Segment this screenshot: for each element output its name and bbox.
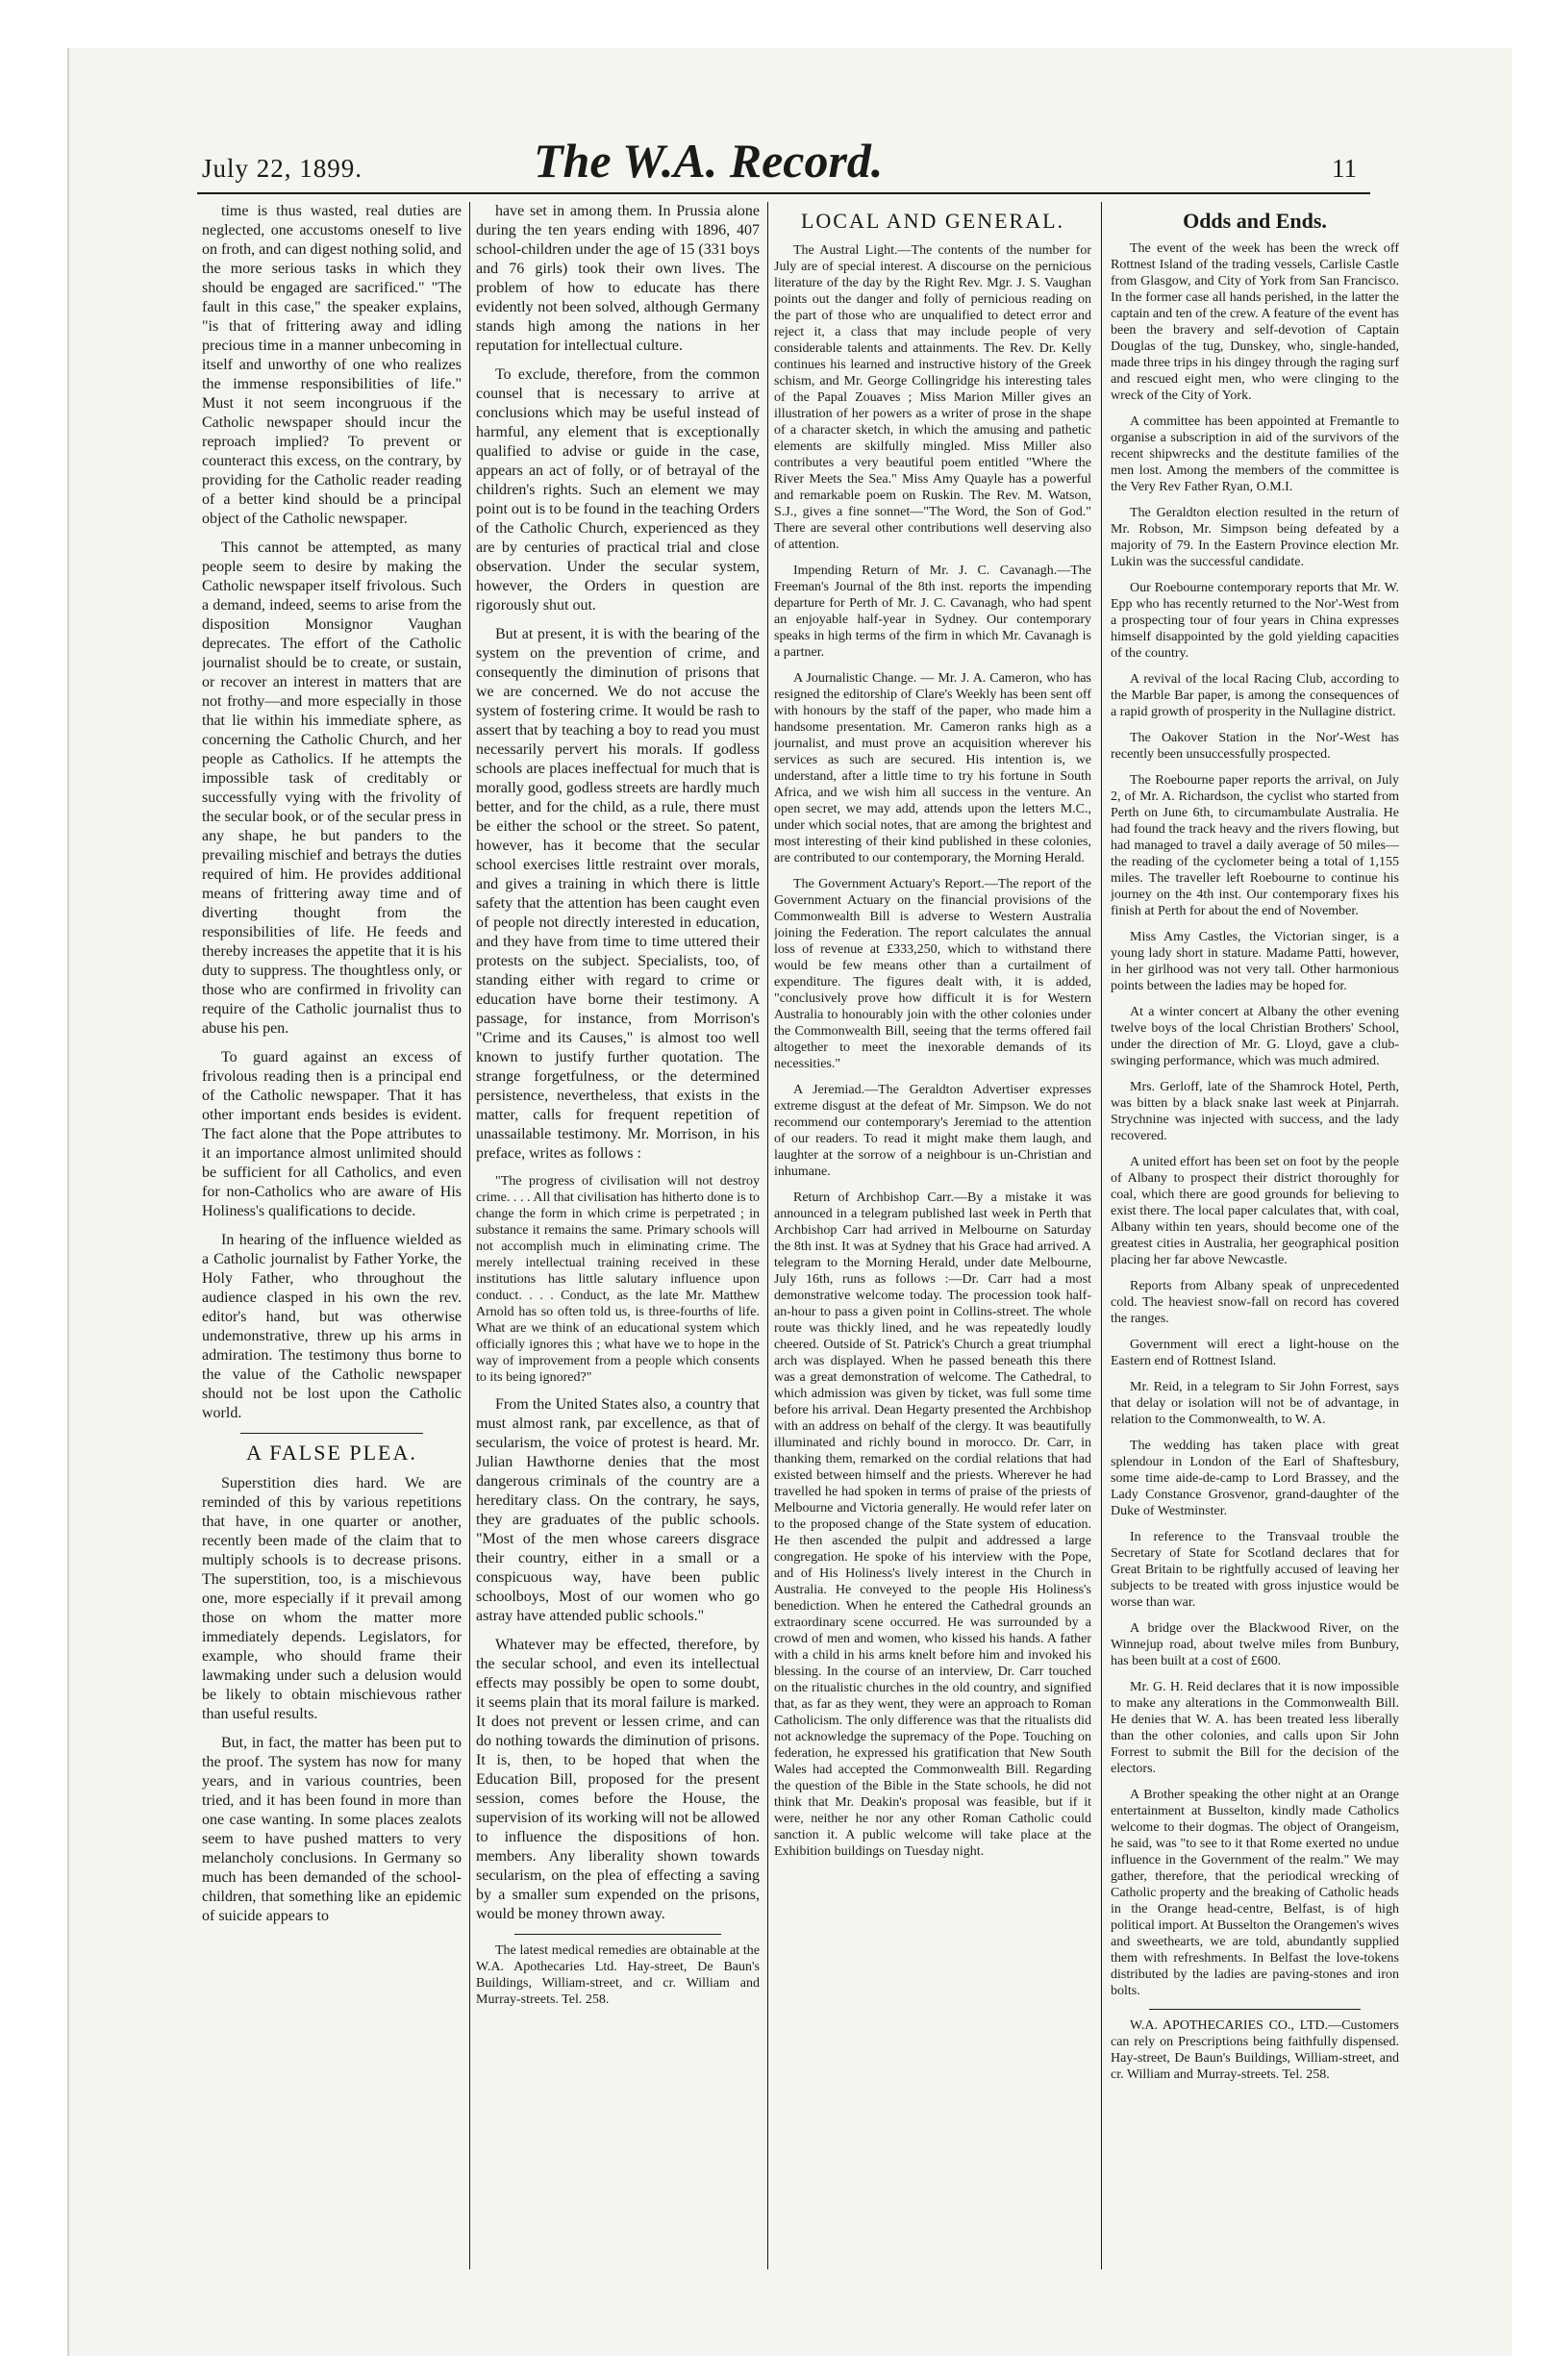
- news-item: The Government Actuary's Report.—The report of the Government Actuary on the financial provisions of the Commonwealth Bill is adverse to Western Australia joining the Federation. The report calculates the annual loss of revenue at £333,250, which to withstand there would be few means other than a curtailment of expenditure. The figures dealt with, it is added, "conclusively prove how difficult it is for Western Australia to honourably join with the other colonies under the Commonwealth Bill, seeing that the terms offered fail altogether to meet the inexorable demands of its necessities.": [774, 877, 1091, 1071]
- news-item: Our Roebourne contemporary reports that Mr. W. Epp who has recently returned to the Nor'-West from a prospecting tour of four years in China expresses himself disappointed by the gold yielding capacities of the country.: [1111, 581, 1399, 661]
- article-paragraph: have set in among them. In Prussia alone during the ten years ending with 1896, 407 school-children under the age of 15 (331 boys and 76 girls) took their own lives. The problem of how to educate has there evidently not been solved, although Germany stands high among the nations in her reputation for intellectual culture.: [476, 203, 760, 354]
- news-item: At a winter concert at Albany the other evening twelve boys of the local Christian Brothers' School, under the direction of Mr. G. Lloyd, gave a club-swinging performance, which was much admired.: [1111, 1005, 1399, 1068]
- news-item: The Geraldton election resulted in the return of Mr. Robson, Mr. Simpson being defeated by a majority of 79. In the Eastern Province election Mr. Lukin was the successful candidate.: [1111, 506, 1399, 569]
- column-divider: [1101, 202, 1102, 2269]
- article-paragraph: In hearing of the influence wielded as a Catholic journalist by Father Yorke, the Holy Father, who throughout the audience clasped in his own the rev. editor's hand, but was otherwise undemonstrative, threw up his arms in admiration. The testimony thus borne to the value of the Catholic newspaper should not be lost upon the Catholic world.: [202, 1232, 462, 1421]
- news-item: The event of the week has been the wreck off Rottnest Island of the trading vessels, Carlisle Castle from Glasgow, and City of York from San Francisco. In the former case all hands perished, in the latter the captain and ten of the crew. A feature of the event has been the bravery and self-devotion of Captain Douglas of the tug, Dunskey, who, single-handed, made three trips in his dingey through the raging surf and rescued eight men, who were clinging to the wreck of the City of York.: [1111, 241, 1399, 403]
- news-item: A Brother speaking the other night at an Orange entertainment at Busselton, kindly made Catholics welcome to their dogmas. The object of Orangeism, he said, was "to see to it that Rome exerted no undue influence in the Government of the realm." We may gather, therefore, that the periodical wrecking of Catholic property and the breaking of Catholic heads in the Orange head-centre, Belfast, is of high political import. At Busselton the Orangemen's wives and sweethearts, we are told, abundantly supplied them with refreshments. In Belfast the love-tokens distributed by the ladies are paving-stones and iron bolts.: [1111, 1788, 1399, 1998]
- news-item: Reports from Albany speak of unprecedented cold. The heaviest snow-fall on record has covered the ranges.: [1111, 1279, 1399, 1326]
- news-item: Mr. G. H. Reid declares that it is now impossible to make any alterations in the Commonwealth Bill. He denies that W. A. has been treated less liberally than the other colonies, and calls upon Sir John Forrest to submit the Bill for the decision of the electors.: [1111, 1680, 1399, 1776]
- advertisement-notice: The latest medical remedies are obtainable at the W.A. Apothecaries Ltd. Hay-street, De Baun's Buildings, William-street, and cr. William and Murray-streets. Tel. 258.: [476, 1943, 760, 2007]
- news-item: The Austral Light.—The contents of the number for July are of special interest. A discourse on the pernicious literature of the day by the Right Rev. Mgr. J. S. Vaughan points out the danger and folly of pernicious reading on the part of those who are unqualified to detect error and reject it, a class that may include people of very considerable talents and attainments. The Rev. Dr. Kelly continues his learned and instructive history of the Greek schism, and Mr. George Collingridge his interesting tales of the Papal Zouaves ; Miss Marion Miller gives an illustration of her powers as a writer of prose in the shape of a character sketch, in which the amusing and pathetic elements are skilfully mingled. Miss Miller also contributes a very beautiful poem entitled "Where the River Meets the Sea." Miss Amy Quayle has a powerful and remarkable poem on Ruskin. The Rev. M. Watson, S.J., gives a fine sonnet—"The Word, the Son of God." There are several other contributions well deserving also of attention.: [774, 243, 1091, 552]
- block-quote: "The progress of civilisation will not destroy crime. . . . All that civilisation has hitherto done is to change the form in which crime is perpetrated ; in substance it remains the same. Primary schools will not accomplish much in eliminating crime. The merely intellectual training received in these institutions has little salutary influence upon conduct. . . . Conduct, as the late Mr. Matthew Arnold has so often told us, is three-fourths of life. What are we think of an educational system which officially ignores this ; what have we to hope in the way of improvement from a people which consents to its being ignored?": [476, 1174, 760, 1385]
- masthead-title: The W.A. Record.: [534, 134, 884, 188]
- news-item: A Jeremiad.—The Geraldton Advertiser expresses extreme disgust at the defeat of Mr. Simpson. We do not recommend our contemporary's Jeremiad to the attention of our readers. To read it might make them laugh, and laughter at the sorrow of a neighbour is un-Christian and inhumane.: [774, 1083, 1091, 1179]
- section-heading: Odds and Ends.: [1183, 209, 1327, 233]
- column-divider: [469, 202, 470, 2269]
- column-3: [774, 202, 1091, 2269]
- column-2: [476, 202, 760, 2269]
- section-divider: [240, 1433, 423, 1434]
- news-item: Mr. Reid, in a telegram to Sir John Forrest, says that delay or isolation will not be of advantage, in relation to the Commonwealth, to W. A.: [1111, 1380, 1399, 1427]
- section-divider: [1149, 2009, 1361, 2010]
- news-item: The Roebourne paper reports the arrival, on July 2, of Mr. A. Richardson, the cyclist who started from Perth on June 6th, to circumambulate Australia. He had found the track heavy and the rivers flowing, but had managed to travel a daily average of 50 miles—the reading of the cyclometer being a total of 1,155 miles. The traveller left Roebourne to continue his journey on the 4th inst. Our contemporary fixes his finish at Perth for about the end of November.: [1111, 773, 1399, 918]
- page-header: [130, 133, 1380, 190]
- article-paragraph: Whatever may be effected, therefore, by the secular school, and even its intellectual effects may possibly be open to some doubt, it seems plain that its moral failure is marked. It does not prevent or lessen crime, and can do nothing towards the diminution of prisons. It is, then, to be hoped that when the Education Bill, proposed for the present session, comes before the House, the supervision of its working will not be allowed to influence the dispositions of hon. members. Any liberality shown towards secularism, on the plea of effecting a saving by a smaller sum expended on the prisons, would be money thrown away.: [476, 1637, 760, 1922]
- column-4: [1111, 202, 1399, 2269]
- article-heading: A FALSE PLEA.: [246, 1441, 417, 1465]
- news-item: Government will erect a light-house on the Eastern end of Rottnest Island.: [1111, 1338, 1399, 1368]
- news-item: Mrs. Gerloff, late of the Shamrock Hotel, Perth, was bitten by a black snake last week at Pinjarrah. Strychnine was injected with success, and the lady recovered.: [1111, 1080, 1399, 1143]
- page-number: 11: [1332, 154, 1357, 183]
- news-item: Return of Archbishop Carr.—By a mistake it was announced in a telegram published last week in Perth that Archbishop Carr had arrived in Melbourne on Saturday the 8th inst. It was at Sydney that his Grace had arrived. A telegram to the Morning Herald, under date Melbourne, July 16th, runs as follows :—Dr. Carr had a most demonstrative welcome today. The procession took half-an-hour to pass a given point in Collins-street. The whole route was thickly lined, and he was repeatedly loudly cheered. Outside of St. Patrick's Church a great triumphal arch was displayed. When he passed beneath this there was a great demonstration of welcome. The Cathedral, to which admission was given by ticket, was full some time before his arrival. Dean Hegarty presented the Archbishop with an address on behalf of the clergy. It was beautifully illuminated and richly bound in morocco. Dr. Carr, in thanking them, remarked on the cordial relations that had existed between himself and the priests. Wherever he had travelled he had spoken in terms of praise of the priests of Melbourne and Victoria generally. He would refer later on to the proposed change of the State system of education. He then ascended the pulpit and addressed a large congregation. He spoke of his interview with the Pope, and of His Holiness's lively interest in the Church in Australia. He conveyed to the people His Holiness's benediction. When he entered the Cathedral grounds an extraordinary scene occurred. He was surrounded by a crowd of men and women, who kissed his hands. A father with a child in his arms knelt before him and invoked his blessing. In the course of an interview, Dr. Carr touched on the ritualistic churches in the old country, and signified that, as far as they went, they were an approach to Roman Catholicism. The only difference was that the ritualists did not acknowledge the supremacy of the Pope. Touching on federation, he expressed his gratification that New South Wales had accepted the Commonwealth Bill. Regarding the question of the Bible in the State schools, he did not think that Mr. Deakin's proposal was feasible, but if it were, neither he nor any other Roman Catholic could sanction it. A public welcome will take place at the Exhibition buildings on Tuesday night.: [774, 1190, 1091, 1859]
- news-item: Miss Amy Castles, the Victorian singer, is a young lady short in stature. Madame Patti, however, in her girlhood was not very tall. Other harmonious points between the ladies may be hoped for.: [1111, 930, 1399, 993]
- news-item: A bridge over the Blackwood River, on the Winnejup road, about twelve miles from Bunbury, has been built at a cost of £600.: [1111, 1621, 1399, 1668]
- column-divider: [767, 202, 768, 2269]
- header-rule: [197, 192, 1370, 194]
- issue-date: July 22, 1899.: [202, 154, 363, 183]
- news-item: A Journalistic Change. — Mr. J. A. Cameron, who has resigned the editorship of Clare's Weekly has been sent off with honours by the staff of the paper, who made him a handsome presentation. Mr. Cameron ranks high as a journalist, and must prove an acquisition wherever his services as such are secured. His intention is, we understand, after a little time to try his fortune in South Africa, and we wish him all success in the venture. An open secret, we may add, attends upon the letters M.C., under which social notes, that are among the brightest and most interesting of their kind published in these colonies, are contributed to our contemporary, the Morning Herald.: [774, 671, 1091, 865]
- news-item: In reference to the Transvaal trouble the Secretary of State for Scotland declares that for Great Britain to be rightfully accused of leaving her subjects to be treated with gross injustice would be worse than war.: [1111, 1530, 1399, 1610]
- article-paragraph: Superstition dies hard. We are reminded of this by various repetitions that have, in one quarter or another, recently been made of the claim that to multiply schools is to decrease prisons. The superstition, too, is a mischievous one, more especially if it prevail among those on whom the matter more immediately depends. Legislators, for example, who should frame their lawmaking under such a delusion would be likely to obtain mischievous rather than useful results.: [202, 1475, 462, 1722]
- article-paragraph: But at present, it is with the bearing of the system on the prevention of crime, and consequently the diminution of prisons that we are concerned. We do not accuse the system of fostering crime. It would be rash to assert that by teaching a boy to read you must necessarily pervert his morals. If godless schools are places ineffectual for much that is morally good, godless streets are hardly much better, and for the child, as a rule, there must be either the school or the street. So patent, however, has it become that the secular school exercises little restraint over morals, and gives a training in which there is little safety that the attention has been caught even of people not directly interested in education, and they have from time to time uttered their protests on the subject. Specialists, too, of standing either with regard to crime or education have borne their testimony. A passage, for instance, from Morrison's "Crime and its Causes," is almost too well known to justify further quotation. The strange forgetfulness, or the determined persistence, nevertheless, that exists in the matter, calls for frequent repetition of unassailable testimony. Mr. Morrison, in his preface, writes as follows :: [476, 626, 760, 1162]
- article-paragraph: But, in fact, the matter has been put to the proof. The system has now for many years, and in various countries, been tried, and it has been found in more than one case wanting. In some places zealots seem to have pushed matters to very melancholy conclusions. In Germany so much has been demanded of the school-children, that something like an epidemic of suicide appears to: [202, 1735, 462, 1924]
- column-1: [202, 202, 462, 2269]
- article-paragraph: To exclude, therefore, from the common counsel that is necessary to arrive at conclusions which may be useful instead of harmful, any element that is exceptionally qualified to advise or guide in the case, appears an act of folly, or of betrayal of the children's rights. Such an element we may point out is to be found in the teaching Orders of the Catholic Church, experienced as they are by centuries of practical trial and close observation. Under the secular system, however, the Orders in question are rigorously shut out.: [476, 366, 760, 614]
- advertisement-notice: W.A. APOTHECARIES CO., LTD.—Customers can rely on Prescriptions being faithfully dispensed. Hay-street, De Baun's Buildings, William-street, and cr. William and Murray-streets. Tel. 258.: [1111, 2018, 1399, 2082]
- section-divider: [514, 1934, 721, 1935]
- article-paragraph: time is thus wasted, real duties are neglected, one accustoms oneself to live on froth, and can digest nothing solid, and the more serious tasks in which they should be engaged are sacrificed." "The fault in this case," the speaker explains, "is that of frittering away and idling precious time in a manner unbecoming in itself and unworthy of one who realizes the immense responsibilities of life." Must it not seem incongruous if the Catholic newspaper should incur the reproach implied? To prevent or counteract this excess, on the contrary, by providing for the Catholic reader reading of a better kind should be a principal object of the Catholic newspaper.: [202, 203, 462, 527]
- news-item: A united effort has been set on foot by the people of Albany to prospect their district thoroughly for coal, which there are good grounds for believing to exist there. The local paper calculates that, with coal, Albany within ten years, should become one of the greatest cities in Australia, her geographical position placing her far above Newcastle.: [1111, 1155, 1399, 1267]
- section-heading: LOCAL AND GENERAL.: [800, 209, 1065, 233]
- news-item: The Oakover Station in the Nor'-West has recently been unsuccessfully prospected.: [1111, 731, 1399, 762]
- article-paragraph: This cannot be attempted, as many people seem to desire by making the Catholic newspaper itself frivolous. Such a demand, indeed, seems to arise from the disposition Monsignor Vaughan deprecates. The effort of the Catholic journalist should be to create, or sustain, or recover an interest in matters that are not frothy—and more especially in those that lie within his immediate sphere, as concerning the Catholic Church, and her people as Catholics. If he attempts the impossible task of creditably or successfully vying with the frivolity of the secular book, or of the secular press in any shape, he but panders to the prevailing mischief and betrays the duties required of him. He provides additional means of frittering away time and of diverting thought from the responsibilities of life. He feeds and thereby increases the appetite that it is his duty to suppress. The thoughtless only, or those who are confirmed in frivolity can require of the Catholic journalist thus to abuse his pen.: [202, 539, 462, 1037]
- article-paragraph: To guard against an excess of frivolous reading then is a principal end of the Catholic newspaper. That it has other important ends besides is evident. The fact alone that the Pope attributes to it an importance almost unlimited should be sufficient for all Catholics, and even for non-Catholics who are aware of His Holiness's qualifications to decide.: [202, 1049, 462, 1219]
- news-item: A revival of the local Racing Club, according to the Marble Bar paper, is among the consequences of a rapid growth of prosperity in the Nullagine district.: [1111, 672, 1399, 719]
- article-paragraph: From the United States also, a country that must almost rank, par excellence, as that of secularism, the voice of protest is heard. Mr. Julian Hawthorne denies that the most dangerous criminals of the country are a hereditary class. On the contrary, he says, they are graduates of the public schools. "Most of the men whose careers disgrace their country, either in a small or a conspicuous way, have been public schoolboys, Most of our women who go astray have attended public schools.": [476, 1396, 760, 1624]
- news-item: A committee has been appointed at Fremantle to organise a subscription in aid of the survivors of the recent shipwrecks and the destitute families of the men lost. Among the members of the committee is the Very Rev Father Ryan, O.M.I.: [1111, 414, 1399, 494]
- news-item: Impending Return of Mr. J. C. Cavanagh.—The Freeman's Journal of the 8th inst. reports the impending departure for Perth of Mr. J. C. Cavanagh, who had spent an enjoyable half-year in Sydney. Our contemporary speaks in high terms of the firm in which Mr. Cavanagh is a partner.: [774, 564, 1091, 660]
- news-item: The wedding has taken place with great splendour in London of the Earl of Shaftesbury, some time aide-de-camp to Lord Brassey, and the Lady Constance Grosvenor, grand-daughter of the Duke of Westminster.: [1111, 1439, 1399, 1518]
